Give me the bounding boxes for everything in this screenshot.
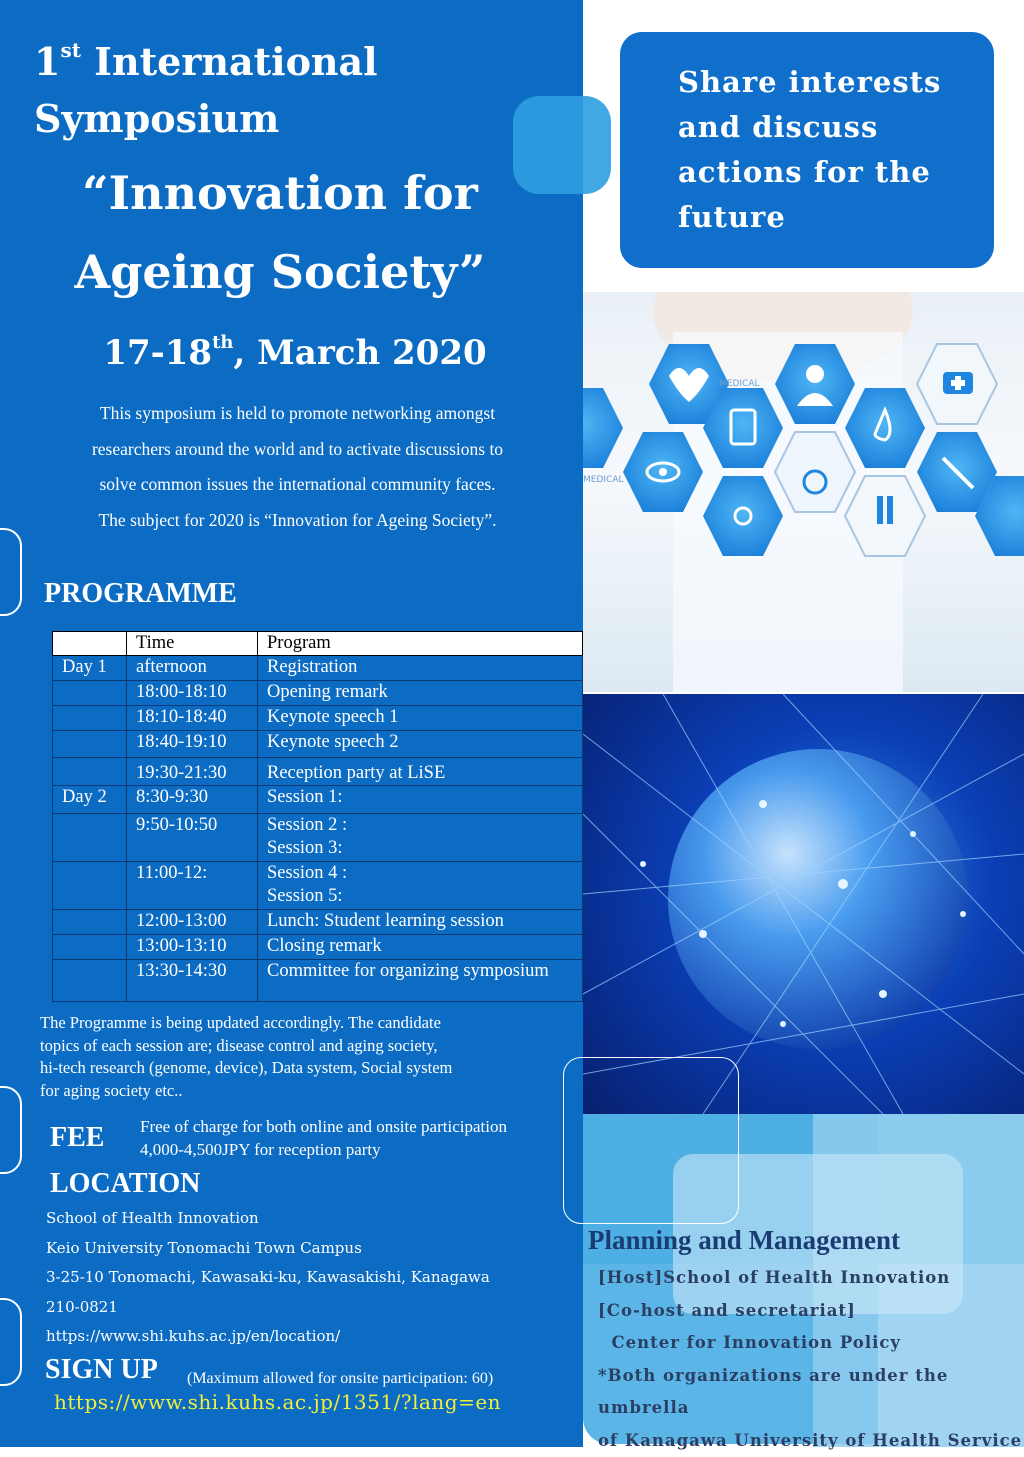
intro-line: This symposium is held to promote networking amongst bbox=[25, 396, 570, 432]
fee-heading: FEE bbox=[50, 1122, 104, 1154]
programme-note bbox=[40, 1012, 560, 1102]
session-label: Session 2 : bbox=[267, 814, 582, 837]
table-row bbox=[53, 935, 583, 960]
hexagon-partial bbox=[583, 388, 623, 468]
cell-time: 19:30-21:30 bbox=[127, 758, 258, 786]
cell-program: Session 1: bbox=[258, 786, 583, 814]
cell-day bbox=[53, 814, 127, 862]
tagline-line: Share interests bbox=[678, 65, 941, 99]
cell-time: 18:40-19:10 bbox=[127, 731, 258, 758]
globe-graphic bbox=[583, 694, 1024, 1114]
programme-heading: PROGRAMME bbox=[44, 578, 237, 610]
session-label: Session 5: bbox=[267, 885, 582, 908]
signup-link[interactable]: https://www.shi.kuhs.ac.jp/1351/?lang=en bbox=[54, 1390, 501, 1414]
event-date: 17-18th, March 2020 bbox=[0, 332, 590, 373]
cell-program: Keynote speech 1 bbox=[258, 706, 583, 731]
decorative-tab bbox=[0, 1086, 22, 1174]
note-line: The Programme is being updated accordingly. The candidate bbox=[40, 1012, 560, 1035]
tagline-line: and discuss bbox=[678, 110, 878, 144]
medical-label: MEDICAL bbox=[719, 379, 760, 389]
planning-details bbox=[598, 1262, 1024, 1457]
fee-line: Free of charge for both online and onsite participation bbox=[140, 1115, 507, 1138]
session-label: Session 4 : bbox=[267, 862, 582, 885]
header-program: Program bbox=[258, 632, 583, 656]
cell-time: 13:00-13:10 bbox=[127, 935, 258, 960]
cell-time: 11:00-12: bbox=[127, 862, 258, 910]
cell-day bbox=[53, 960, 127, 1002]
planning-line: [Co-host and secretariat] bbox=[598, 1295, 1024, 1328]
table-row bbox=[53, 862, 583, 910]
location-line: 210-0821 bbox=[46, 1293, 490, 1323]
cell-time: 18:00-18:10 bbox=[127, 681, 258, 706]
cell-day bbox=[53, 731, 127, 758]
cell-program: Opening remark bbox=[258, 681, 583, 706]
session-label: Session 3: bbox=[267, 837, 582, 860]
cell-time: afternoon bbox=[127, 656, 258, 681]
cell-program: Registration bbox=[258, 656, 583, 681]
cell-program: Lunch: Student learning session bbox=[258, 910, 583, 935]
medical-label: MEDICAL bbox=[583, 475, 624, 485]
intro-line: researchers around the world and to activate discussions to bbox=[25, 432, 570, 468]
table-header-row bbox=[53, 632, 583, 656]
cell-program: Closing remark bbox=[258, 935, 583, 960]
cell-time: 9:50-10:50 bbox=[127, 814, 258, 862]
table-row bbox=[53, 706, 583, 731]
intro-line: The subject for 2020 is “Innovation for Ageing Society”. bbox=[25, 503, 570, 539]
cell-day: Day 1 bbox=[53, 656, 127, 681]
table-row bbox=[53, 758, 583, 786]
medical-hexagon-graphic bbox=[583, 292, 1024, 692]
title-line-4: Ageing Society” bbox=[0, 245, 560, 299]
decorative-tab bbox=[0, 1298, 22, 1386]
decorative-outline bbox=[563, 1057, 739, 1224]
title-line-2: Symposium bbox=[34, 96, 279, 141]
table-row bbox=[53, 681, 583, 706]
globe bbox=[668, 749, 968, 1049]
cell-day bbox=[53, 706, 127, 731]
tagline-text bbox=[678, 60, 941, 240]
planning-line: of Kanagawa University of Health Service bbox=[598, 1425, 1024, 1457]
decorative-tab bbox=[0, 528, 22, 616]
cell-time: 13:30-14:30 bbox=[127, 960, 258, 1002]
note-line: for aging society etc.. bbox=[40, 1080, 560, 1103]
cell-program bbox=[258, 862, 583, 910]
cell-day: Day 2 bbox=[53, 786, 127, 814]
location-heading: LOCATION bbox=[50, 1168, 200, 1200]
tagline-line: future bbox=[678, 200, 786, 234]
tagline-box bbox=[620, 32, 994, 268]
table-row bbox=[53, 814, 583, 862]
planning-heading: Planning and Management bbox=[588, 1225, 900, 1256]
cell-time: 8:30-9:30 bbox=[127, 786, 258, 814]
header-time: Time bbox=[127, 632, 258, 656]
table-row bbox=[53, 731, 583, 758]
fee-line: 4,000-4,500JPY for reception party bbox=[140, 1138, 507, 1161]
planning-line: Center for Innovation Policy bbox=[598, 1327, 1024, 1360]
signup-heading: SIGN UP bbox=[45, 1354, 158, 1386]
tagline-line: actions for the bbox=[678, 155, 931, 189]
cell-time: 18:10-18:40 bbox=[127, 706, 258, 731]
planning-line: [Host]School of Health Innovation bbox=[598, 1262, 1024, 1295]
note-line: hi-tech research (genome, device), Data system, Social system bbox=[40, 1057, 560, 1080]
planning-line: *Both organizations are under the umbrella bbox=[598, 1360, 1024, 1425]
signup-note: (Maximum allowed for onsite participation: 60) bbox=[187, 1370, 493, 1388]
globe-network-image bbox=[583, 694, 1024, 1114]
cell-day bbox=[53, 935, 127, 960]
title-line-3: “Innovation for bbox=[0, 166, 560, 220]
title-line-1: 1st International bbox=[34, 26, 378, 86]
cell-program: Keynote speech 2 bbox=[258, 731, 583, 758]
location-line: 3-25-10 Tonomachi, Kawasaki-ku, Kawasakishi, Kanagawa bbox=[46, 1263, 490, 1293]
table-row bbox=[53, 960, 583, 1002]
decorative-bubble bbox=[513, 96, 611, 194]
medical-icons-image bbox=[583, 292, 1024, 692]
location-line: Keio University Tonomachi Town Campus bbox=[46, 1234, 490, 1264]
cell-day bbox=[53, 758, 127, 786]
header-day bbox=[53, 632, 127, 656]
table-row bbox=[53, 656, 583, 681]
cell-day bbox=[53, 681, 127, 706]
cell-program: Committee for organizing symposium bbox=[258, 960, 583, 1002]
programme-table bbox=[52, 631, 583, 1002]
intro-paragraph bbox=[25, 396, 570, 538]
cell-program: Reception party at LiSE bbox=[258, 758, 583, 786]
cell-time: 12:00-13:00 bbox=[127, 910, 258, 935]
location-line: School of Health Innovation bbox=[46, 1204, 490, 1234]
location-address bbox=[46, 1204, 490, 1352]
location-url[interactable]: https://www.shi.kuhs.ac.jp/en/location/ bbox=[46, 1322, 490, 1352]
cell-day bbox=[53, 910, 127, 935]
intro-line: solve common issues the international community faces. bbox=[25, 467, 570, 503]
table-row bbox=[53, 910, 583, 935]
cell-day bbox=[53, 862, 127, 910]
cell-program bbox=[258, 814, 583, 862]
table-row bbox=[53, 786, 583, 814]
fee-details bbox=[140, 1115, 507, 1161]
note-line: topics of each session are; disease control and aging society, bbox=[40, 1035, 560, 1058]
